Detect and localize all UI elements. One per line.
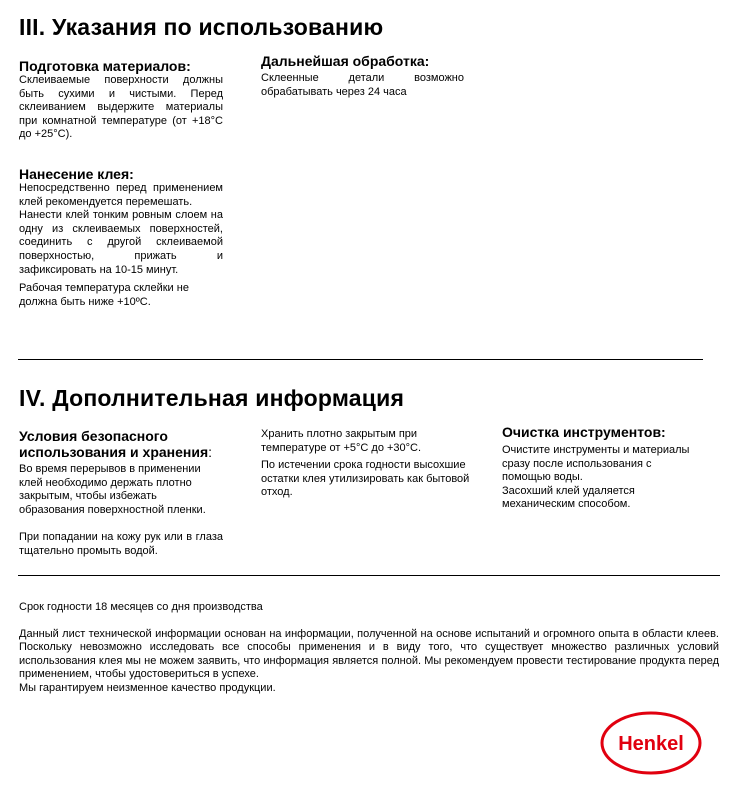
footer-block bbox=[19, 601, 719, 696]
shelf-life-text: Срок годности 18 месяцев со дня производства bbox=[19, 601, 263, 613]
application-heading: Нанесение клея: bbox=[19, 166, 134, 182]
disclaimer-text: Данный лист технической информации основан на информации, полученной на основе испытаний и огромного опыта в области клеев. Поскольку невозможно исследовать все способы применения и в виду того, что существует множество различных условий использования клея мы не можем заявить, что информация является полной. Мы рекомендуем провести тестирование продукта перед применением, чтобы удостовериться в успехе. bbox=[19, 627, 719, 681]
storage-heading-line-1: Условия безопасного bbox=[19, 428, 168, 444]
cleaning-block bbox=[502, 424, 702, 512]
application-para-3: Рабочая температура склейки не должна быть ниже +10ºС. bbox=[19, 282, 189, 308]
storage-heading-suffix: : bbox=[208, 444, 213, 460]
cleaning-heading: Очистка инструментов: bbox=[502, 424, 666, 440]
further-block bbox=[261, 53, 464, 99]
storage-para-1: Во время перерывов в применении клей необходимо держать плотно закрытым, чтобы избежать образования поверхностной пленки. bbox=[19, 463, 206, 516]
keep-block bbox=[261, 428, 476, 500]
storage-heading bbox=[19, 428, 223, 460]
logo-text: Henkel bbox=[618, 733, 684, 755]
storage-block bbox=[19, 428, 223, 559]
application-para-1: Непосредственно перед применением клей рекомендуется перемешать. bbox=[19, 182, 223, 208]
cleaning-para-1: Очистите инструменты и материалы сразу после использования с помощью воды. bbox=[502, 444, 690, 484]
prep-text: Склеиваемые поверхности должны быть сухими и чистыми. Перед склеиванием выдержите материалы при комнатной температуре (от +18°C до +25°C). bbox=[19, 74, 223, 141]
prep-heading: Подготовка материалов: bbox=[19, 58, 191, 74]
keep-para-2: По истечении срока годности высохшие остатки клея утилизировать как бытовой отход. bbox=[261, 459, 470, 499]
section-3-title: III. Указания по использованию bbox=[19, 14, 384, 40]
section-divider-2 bbox=[18, 575, 720, 576]
cleaning-para-2: Засохший клей удаляется механическим способом. bbox=[502, 484, 635, 511]
application-block bbox=[19, 166, 223, 309]
section-4-title: IV. Дополнительная информация bbox=[19, 385, 405, 411]
guarantee-text: Мы гарантируем неизменное качество продукции. bbox=[19, 681, 276, 694]
storage-heading-line-2: использования и хранения bbox=[19, 444, 209, 460]
prep-block bbox=[19, 58, 223, 142]
keep-para-1: Хранить плотно закрытым при температуре от +5°C до +30°C. bbox=[261, 428, 422, 454]
application-para-2: Нанести клей тонким ровным слоем на одну из склеиваемых поверхностей, соединить с другой склеиваемой поверхностью, прижать и зафиксировать на 10-15 минут. bbox=[19, 209, 223, 276]
section-divider-1 bbox=[18, 359, 703, 360]
further-text: Склеенные детали возможно обрабатывать через 24 часа bbox=[261, 72, 464, 98]
storage-para-2: При попадании на кожу рук или в глаза тщательно промыть водой. bbox=[19, 531, 223, 557]
henkel-logo bbox=[600, 711, 702, 775]
further-heading: Дальнейшая обработка: bbox=[261, 53, 430, 69]
